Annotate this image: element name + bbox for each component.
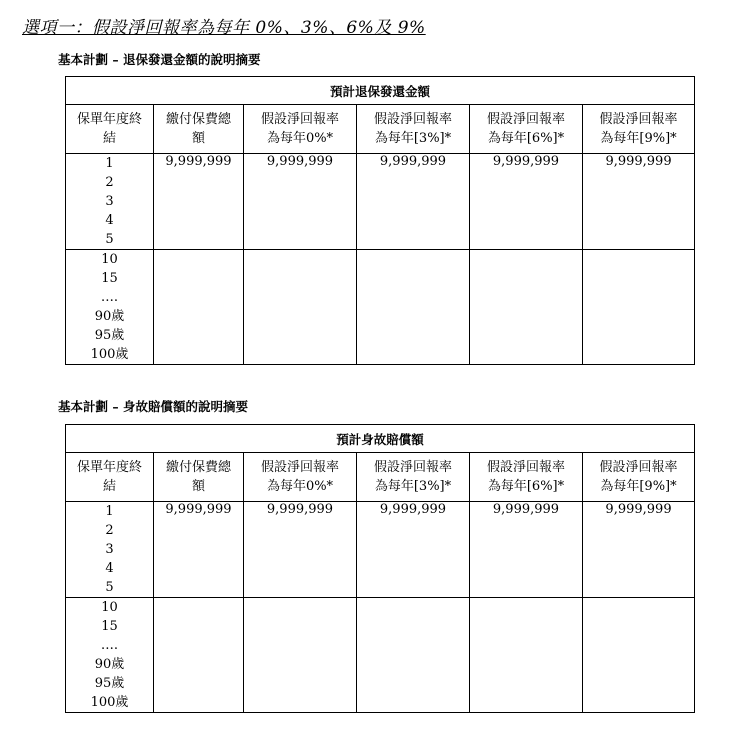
table-row — [66, 154, 695, 250]
value-cell — [244, 598, 357, 713]
header-return-3: 假設淨回報率 為每年[3%]* — [357, 105, 470, 154]
value-cell — [154, 250, 244, 365]
value-cell: 9,999,999 — [154, 502, 244, 598]
header-return-6: 假設淨回報率 為每年[6%]* — [470, 105, 583, 154]
header-return-0: 假設淨回報率 為每年0%* — [244, 105, 357, 154]
value-cell: 9,999,999 — [470, 154, 583, 250]
document-title: 選項一：假設淨回報率為每年 0%、3%、6%及 9% — [22, 18, 426, 38]
value-cell: 9,999,999 — [154, 154, 244, 250]
section-heading-surrender: 基本計劃 – 退保發還金額的說明摘要 — [58, 52, 261, 67]
value-cell: 9,999,999 — [244, 502, 357, 598]
header-policy-year-end: 保單年度終 結 — [66, 105, 154, 154]
header-return-6: 假設淨回報率 為每年[6%]* — [470, 453, 583, 502]
header-total-premiums: 繳付保費總 額 — [154, 105, 244, 154]
table-row — [66, 250, 695, 365]
value-cell — [244, 250, 357, 365]
section-heading-death-benefit: 基本計劃 – 身故賠償額的說明摘要 — [58, 399, 248, 414]
value-cell — [357, 250, 470, 365]
table-row — [66, 598, 695, 713]
value-cell — [154, 598, 244, 713]
header-total-premiums: 繳付保費總 額 — [154, 453, 244, 502]
value-cell — [583, 250, 695, 365]
value-cell — [357, 598, 470, 713]
table-caption: 預計退保發還金額 — [66, 77, 695, 105]
value-cell — [470, 598, 583, 713]
value-cell: 9,999,999 — [583, 154, 695, 250]
value-cell: 9,999,999 — [357, 502, 470, 598]
value-cell: 9,999,999 — [583, 502, 695, 598]
value-cell — [470, 250, 583, 365]
header-policy-year-end: 保單年度終 結 — [66, 453, 154, 502]
death-benefit-table — [65, 424, 695, 713]
header-return-3: 假設淨回報率 為每年[3%]* — [357, 453, 470, 502]
value-cell: 9,999,999 — [244, 154, 357, 250]
value-cell — [583, 598, 695, 713]
years-cell: 1 2 3 4 5 — [66, 154, 154, 250]
header-return-9: 假設淨回報率 為每年[9%]* — [583, 105, 695, 154]
years-cell: 10 15 …. 90歲 95歲 100歲 — [66, 250, 154, 365]
value-cell: 9,999,999 — [470, 502, 583, 598]
years-cell: 10 15 …. 90歲 95歲 100歲 — [66, 598, 154, 713]
header-return-9: 假設淨回報率 為每年[9%]* — [583, 453, 695, 502]
table-row — [66, 502, 695, 598]
years-cell: 1 2 3 4 5 — [66, 502, 154, 598]
header-return-0: 假設淨回報率 為每年0%* — [244, 453, 357, 502]
value-cell: 9,999,999 — [357, 154, 470, 250]
surrender-value-table — [65, 76, 695, 365]
table-caption: 預計身故賠償額 — [66, 425, 695, 453]
